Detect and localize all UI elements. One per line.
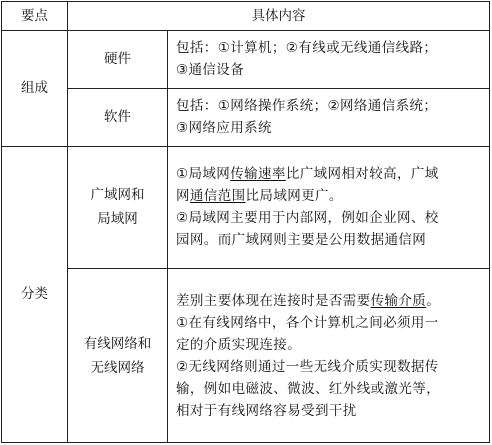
hardware-line-1: 包括：①计算机；②有线或无线通信线路；	[176, 40, 438, 57]
lan-wan-p1-text-c: 网	[176, 188, 190, 205]
subcategory-wired-wireless	[68, 269, 168, 443]
wireless-p2-line-1: ②无线网络则通过一些无线介质实现数据传	[176, 358, 439, 375]
wired-wireless-content	[168, 269, 490, 443]
wired-wireless-intro-a: 差别主要体现在连接时是否需要	[176, 292, 371, 309]
category-composition: 组成	[2, 30, 68, 146]
category-classification: 分类	[2, 146, 68, 442]
subcategory-hardware: 硬件	[68, 30, 168, 88]
term-transmission-medium: 传输介质	[370, 292, 427, 309]
row-lan-wan	[2, 146, 490, 268]
wired-wireless-label-line-2: 无线网络	[90, 359, 145, 376]
header-details: 具体内容	[68, 2, 490, 31]
lan-wan-p1-text-d: 比局域网更广。	[245, 188, 343, 205]
software-content	[168, 88, 490, 146]
hardware-line-2: ③通信设备	[176, 62, 245, 79]
row-wired-wireless	[2, 269, 490, 443]
software-line-1: 包括：①网络操作系统；②网络通信系统；	[176, 98, 438, 115]
wireless-p2-line-3: 相对于有线网络容易受到干扰	[176, 402, 357, 419]
wired-wireless-intro	[176, 290, 483, 312]
software-line-2: ③网络应用系统	[176, 120, 272, 137]
lan-wan-p1-line-1	[176, 163, 483, 185]
subcategory-lan-wan	[68, 146, 168, 268]
lan-wan-p1-text-b: 比广域网相对较高，广域	[285, 166, 439, 183]
wired-wireless-intro-b: 。	[426, 292, 441, 309]
header-key-points: 要点	[2, 2, 68, 31]
wired-p1-line-2: 定的介质实现连接。	[176, 336, 302, 353]
summary-table	[1, 1, 490, 443]
wired-wireless-label-line-1: 有线网络和	[83, 335, 152, 352]
lan-wan-p1-line-2	[176, 185, 483, 207]
lan-wan-content	[168, 146, 490, 268]
wireless-p2-line-2: 输，例如电磁波、微波、红外线或激光等，	[176, 380, 441, 397]
row-software	[2, 88, 490, 146]
row-hardware	[2, 30, 490, 88]
lan-wan-label-line-1: 广域网和	[90, 187, 145, 204]
hardware-content	[168, 30, 490, 88]
wired-p1-line-1: ①在有线网络中，各个计算机之间必须用一	[176, 314, 439, 331]
lan-wan-label-line-2: 局域网	[97, 211, 138, 228]
term-transmission-rate: 传输速率	[230, 166, 286, 183]
lan-wan-p2-line-1: ②局域网主要用于内部网，例如企业网、校	[176, 210, 439, 227]
lan-wan-p2-line-2: 园网。而广域网则主要是公用数据通信网	[176, 232, 427, 249]
term-communication-range: 通信范围	[189, 188, 246, 205]
lan-wan-p1-text-a: ①局域网	[176, 166, 231, 183]
subcategory-software: 软件	[68, 88, 168, 146]
header-row	[2, 2, 490, 31]
